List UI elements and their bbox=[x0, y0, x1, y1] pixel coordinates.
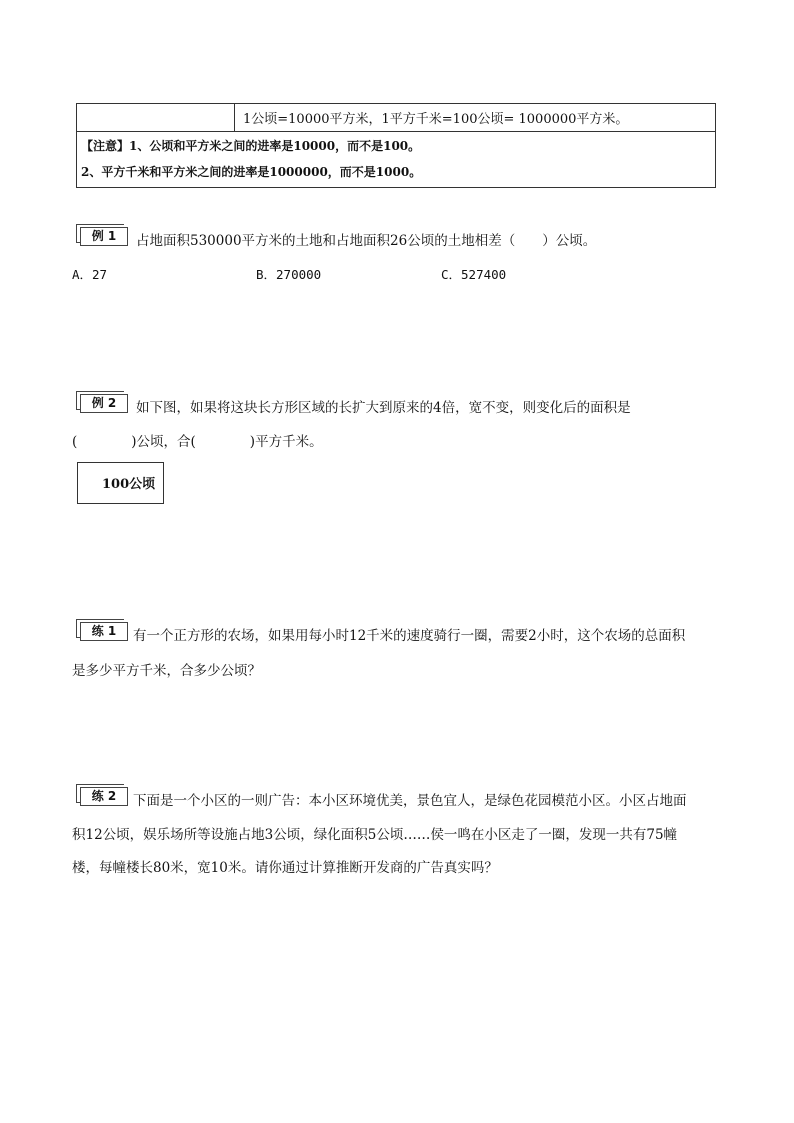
practice-1-line1: 有一个正方形的农场，如果用每小时12千米的速度骑行一圈，需要2小时，这个农场的总面积 bbox=[133, 628, 686, 644]
example-2-label: 例 2 bbox=[76, 391, 128, 413]
example-2-question-line2: ( )公顷，合( )平方千米。 bbox=[72, 434, 323, 450]
note-line-2: 2、平方千米和平方米之间的进率是1000000，而不是1000。 bbox=[81, 165, 422, 179]
knowledge-table bbox=[76, 103, 716, 188]
practice-1-label: 练 1 bbox=[76, 619, 128, 641]
option-b: B．270000 bbox=[256, 267, 322, 282]
rectangle-area-label: 100公顷 bbox=[102, 477, 156, 492]
option-a: A．27 bbox=[72, 267, 108, 282]
practice-2-line3: 楼，每幢楼长80米，宽10米。请你通过计算推断开发商的广告真实吗？ bbox=[72, 860, 498, 876]
note-line-1: 【注意】1、公顷和平方米之间的进率是10000，而不是100。 bbox=[81, 139, 421, 153]
practice-1-line2: 是多少平方千米，合多少公顷？ bbox=[72, 663, 261, 679]
practice-2-line2: 积12公顷，娱乐场所等设施占地3公顷，绿化面积5公顷……侯一鸣在小区走了一圈，发现一共有75幢 bbox=[72, 827, 678, 843]
example-1-question: 占地面积530000平方米的土地和占地面积26公顷的土地相差（ ）公顷。 bbox=[136, 233, 597, 249]
example-1-label: 例 1 bbox=[76, 224, 128, 246]
example-2-question-line1: 如下图，如果将这块长方形区域的长扩大到原来的4倍，宽不变，则变化后的面积是 bbox=[136, 400, 631, 416]
practice-2-label: 练 2 bbox=[76, 784, 128, 806]
option-c: C．527400 bbox=[441, 267, 507, 282]
conversion-formula: 1公顷=10000平方米，1平方千米=100公顷= 1000000平方米。 bbox=[243, 112, 629, 127]
table-cell-empty bbox=[77, 104, 235, 131]
practice-2-line1: 下面是一个小区的一则广告：本小区环境优美，景色宜人，是绿色花园模范小区。小区占地面 bbox=[133, 793, 687, 809]
table-row bbox=[77, 104, 715, 132]
rectangle-figure bbox=[77, 462, 164, 504]
